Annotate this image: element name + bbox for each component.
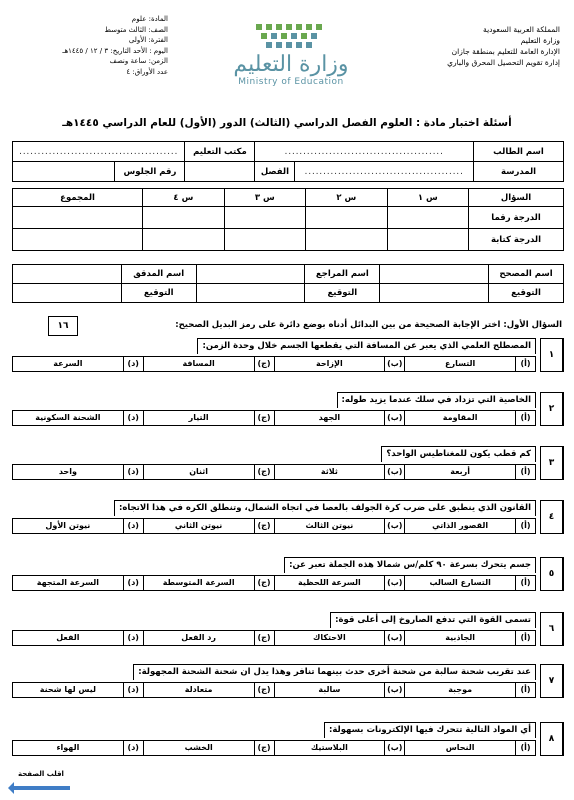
option-text: السرعة المتجهة	[36, 578, 99, 587]
signature-field[interactable]	[196, 284, 305, 303]
option-letter[interactable]: (أ)	[515, 683, 535, 697]
ministry-logo	[206, 20, 376, 110]
reviewer-field[interactable]	[196, 265, 305, 284]
answer-option[interactable]	[143, 411, 274, 425]
option-text: أربعة	[450, 467, 470, 476]
option-letter[interactable]: (ب)	[384, 411, 404, 425]
options-row	[12, 356, 536, 372]
seat-number-label: رقم الجلوس	[115, 162, 185, 182]
answer-option[interactable]	[404, 683, 535, 697]
score-cell[interactable]	[224, 229, 305, 251]
answer-option[interactable]	[143, 357, 274, 371]
score-header: س ٢	[306, 189, 387, 207]
school-field[interactable]: ...........................................	[295, 162, 474, 182]
option-text: الهواء	[56, 743, 80, 752]
question-block	[12, 500, 564, 538]
question-stem: تسمى القوة التي تدفع الصاروخ إلى أعلى قوة:	[330, 612, 536, 628]
score-table	[12, 188, 564, 251]
answer-option[interactable]	[274, 576, 405, 590]
option-text: متعادلة	[184, 685, 213, 694]
score-cell[interactable]	[13, 207, 143, 229]
score-row-label: الدرجة كتابة	[469, 229, 564, 251]
option-letter[interactable]: (أ)	[515, 631, 535, 645]
option-letter[interactable]: (أ)	[515, 465, 535, 479]
question-number: ٣	[540, 446, 564, 480]
question-one-heading: السؤال الأول: اختر الإجابة الصحيحة من بين البدائل أدناه بوضع دائرة على رمز البديل الصحيح:	[175, 320, 562, 330]
options-row	[12, 630, 536, 646]
answer-option[interactable]	[274, 741, 405, 755]
answer-option[interactable]	[274, 683, 405, 697]
corrector-label: اسم المصحح	[489, 265, 564, 284]
header-line: وزارة التعليم	[520, 36, 560, 45]
options-row	[12, 464, 536, 480]
question-block	[12, 557, 564, 595]
option-text: واحد	[58, 467, 77, 476]
option-letter[interactable]: (أ)	[515, 741, 535, 755]
question-number: ٥	[540, 557, 564, 591]
answer-option[interactable]	[143, 683, 274, 697]
option-text: نيوتن الأول	[45, 521, 91, 530]
score-cell[interactable]	[143, 207, 224, 229]
answer-option[interactable]	[404, 357, 535, 371]
question-stem: القانون الذي ينطبق على ضرب كرة الجولف بالعصا في اتجاه الشمال، وتنطلق الكره في هذا الاتجاه:	[114, 500, 536, 516]
option-text: التيار	[188, 413, 209, 422]
answer-option[interactable]	[143, 465, 274, 479]
answer-option[interactable]	[143, 741, 274, 755]
option-text: رد الفعل	[181, 633, 216, 642]
question-block	[12, 664, 564, 702]
question-stem: عند تقريب شحنة سالبة من شحنة أخرى حدث بينهما تنافر وهذا يدل ان شحنة الشحنة المجهولة:	[133, 664, 536, 680]
signature-label: التوقيع	[489, 284, 564, 303]
exam-title: أسئلة اختبار مادة : العلوم الفصل الدراسي (الثالث) الدور (الأول) للعام الدراسي ١٤٤٥هـ	[62, 117, 512, 129]
option-text: التسارع	[445, 359, 476, 368]
options-row	[12, 518, 536, 534]
question-block	[12, 392, 564, 430]
option-letter[interactable]: (ج)	[254, 576, 274, 590]
option-text: ليس لها شحنة	[39, 685, 96, 694]
auditor-label: اسم المدقق	[121, 265, 196, 284]
score-cell[interactable]	[387, 207, 468, 229]
score-cell[interactable]	[143, 229, 224, 251]
question-block	[12, 446, 564, 484]
options-row	[12, 740, 536, 756]
answer-option[interactable]	[404, 741, 535, 755]
answer-option[interactable]	[274, 465, 405, 479]
options-row	[12, 575, 536, 591]
option-text: السرعة اللحظية	[298, 578, 361, 587]
answer-option[interactable]	[143, 631, 274, 645]
auditor-field[interactable]	[13, 265, 122, 284]
answer-option[interactable]	[404, 631, 535, 645]
answer-option[interactable]	[143, 519, 274, 533]
question-stem: جسم يتحرك بسرعة ٩٠ كلم/س شمالا هذه الجملة تعبر عن:	[284, 557, 536, 573]
option-text: الإزاحة	[316, 359, 343, 368]
answer-option[interactable]	[404, 519, 535, 533]
option-text: نيوتن الثاني	[174, 521, 223, 530]
option-text: ثلاثة	[320, 467, 338, 476]
option-letter[interactable]: (ج)	[254, 519, 274, 533]
option-letter[interactable]: (ج)	[254, 741, 274, 755]
edu-office-field[interactable]: ...........................................	[13, 142, 185, 162]
answer-option[interactable]	[13, 576, 143, 590]
option-text: نيوتن الثالث	[305, 521, 354, 530]
question-stem: كم قطب يكون للمغناطيس الواحد؟	[381, 446, 536, 462]
header-line: المملكة العربية السعودية	[483, 25, 560, 34]
option-letter[interactable]: (د)	[123, 411, 143, 425]
option-text: القصور الذاتي	[432, 521, 489, 530]
logo-english-text: Ministry of Education	[238, 77, 344, 87]
question-stem: أي المواد التالية تتحرك فيها الإلكترونات بسهولة:	[324, 722, 536, 738]
option-letter[interactable]: (ب)	[384, 683, 404, 697]
signature-label: التوقيع	[121, 284, 196, 303]
option-text: الجهد	[318, 413, 341, 422]
score-cell[interactable]	[13, 229, 143, 251]
option-letter[interactable]: (د)	[123, 465, 143, 479]
question-one-score-box: ١٦	[48, 316, 78, 336]
option-text: السرعة المتوسطة	[162, 578, 235, 587]
header-line: الزمن: ساعة ونصف	[109, 57, 168, 65]
turn-page-label: اقلب الصفحة	[18, 770, 64, 778]
option-text: سالبة	[318, 685, 341, 694]
option-text: التسارع السالب	[429, 578, 491, 587]
class-field[interactable]	[185, 162, 255, 182]
logo-mark-icon	[246, 20, 336, 52]
score-row-label: الدرجة رقما	[469, 207, 564, 229]
question-number: ٨	[540, 722, 564, 756]
option-letter[interactable]: (ب)	[384, 465, 404, 479]
header-line: المادة: علوم	[131, 15, 168, 23]
header-right	[390, 24, 560, 68]
signature-label: التوقيع	[305, 284, 380, 303]
staff-table	[12, 264, 564, 303]
score-header: س ٣	[224, 189, 305, 207]
score-header: السؤال	[469, 189, 564, 207]
score-cell[interactable]	[387, 229, 468, 251]
option-letter[interactable]: (أ)	[515, 519, 535, 533]
arrow-left-icon	[14, 786, 70, 790]
score-header: س ١	[387, 189, 468, 207]
school-label: المدرسة	[474, 162, 564, 182]
answer-option[interactable]	[13, 465, 143, 479]
logo-arabic-text: وزارة التعليم	[233, 52, 349, 77]
header-left	[18, 14, 168, 77]
answer-option[interactable]	[274, 519, 405, 533]
student-info-table	[12, 141, 564, 182]
option-text: السرعة	[53, 359, 83, 368]
answer-option[interactable]	[404, 465, 535, 479]
header-line: الفترة: الأولى	[128, 36, 168, 44]
option-text: اثنان	[189, 467, 209, 476]
signature-field[interactable]	[13, 284, 122, 303]
class-label: الفصل	[255, 162, 295, 182]
option-letter[interactable]: (ب)	[384, 519, 404, 533]
option-text: الفعل	[56, 633, 80, 642]
option-text: النحاس	[445, 743, 475, 752]
option-letter[interactable]: (ج)	[254, 631, 274, 645]
header-line: الإدارة العامة للتعليم بمنطقة جازان	[451, 47, 560, 56]
option-text: الشحنة السكونية	[35, 413, 101, 422]
option-letter[interactable]: (ج)	[254, 357, 274, 371]
answer-option[interactable]	[13, 411, 143, 425]
question-number: ٧	[540, 664, 564, 698]
answer-option[interactable]	[13, 631, 143, 645]
score-cell[interactable]	[224, 207, 305, 229]
answer-option[interactable]	[13, 519, 143, 533]
answer-option[interactable]	[13, 741, 143, 755]
question-block	[12, 612, 564, 650]
corrector-field[interactable]	[380, 265, 489, 284]
signature-field[interactable]	[380, 284, 489, 303]
answer-option[interactable]	[404, 576, 535, 590]
option-letter[interactable]: (أ)	[515, 411, 535, 425]
option-letter[interactable]: (أ)	[515, 357, 535, 371]
seat-number-field[interactable]	[13, 162, 115, 182]
option-text: الجاذبية	[445, 633, 475, 642]
question-stem: الخاصية التي تزداد في سلك عندما يزيد طوله:	[337, 392, 536, 408]
answer-option[interactable]	[274, 357, 405, 371]
option-letter[interactable]: (ج)	[254, 465, 274, 479]
question-number: ٢	[540, 392, 564, 426]
question-number: ١	[540, 338, 564, 372]
answer-option[interactable]	[274, 411, 405, 425]
options-row	[12, 682, 536, 698]
question-number: ٦	[540, 612, 564, 646]
option-text: موجبة	[448, 685, 473, 694]
header-line: اليوم : الأحد التاريخ: ٣ / ١٢ / ١٤٤٥هـ	[62, 46, 168, 55]
option-text: الخشب	[184, 743, 213, 752]
option-letter[interactable]: (أ)	[515, 576, 535, 590]
score-cell[interactable]	[306, 229, 387, 251]
header-line: عدد الأوراق: ٤	[126, 67, 168, 76]
edu-office-label: مكتب التعليم	[185, 142, 255, 162]
option-letter[interactable]: (د)	[123, 683, 143, 697]
header-line: الصف: الثالث متوسط	[104, 25, 168, 34]
option-text: المقاومة	[442, 413, 478, 422]
option-letter[interactable]: (ج)	[254, 683, 274, 697]
question-stem: المصطلح العلمي الذي يعبر عن المسافة التي يقطعها الجسم خلال وحدة الزمن:	[197, 338, 536, 354]
student-name-label: اسم الطالب	[474, 142, 564, 162]
option-letter[interactable]: (د)	[123, 519, 143, 533]
header-line: إدارة تقويم التحصيل المحرق والباري	[447, 58, 560, 67]
option-letter[interactable]: (د)	[123, 576, 143, 590]
option-letter[interactable]: (ج)	[254, 411, 274, 425]
answer-option[interactable]	[274, 631, 405, 645]
score-cell[interactable]	[306, 207, 387, 229]
score-header: س ٤	[143, 189, 224, 207]
question-block	[12, 338, 564, 376]
reviewer-label: اسم المراجع	[305, 265, 380, 284]
question-block	[12, 722, 564, 760]
option-text: البلاستيك	[310, 743, 348, 752]
answer-option[interactable]	[13, 357, 143, 371]
option-text: المسافة	[182, 359, 215, 368]
score-header: المجموع	[13, 189, 143, 207]
option-letter[interactable]: (د)	[123, 357, 143, 371]
answer-option[interactable]	[13, 683, 143, 697]
option-letter[interactable]: (د)	[123, 741, 143, 755]
student-name-field[interactable]: ...........................................	[255, 142, 474, 162]
question-number: ٤	[540, 500, 564, 534]
option-text: الاحتكاك	[313, 633, 346, 642]
option-letter[interactable]: (ب)	[384, 631, 404, 645]
answer-option[interactable]	[143, 576, 274, 590]
option-letter[interactable]: (ب)	[384, 357, 404, 371]
options-row	[12, 410, 536, 426]
option-letter[interactable]: (ب)	[384, 741, 404, 755]
option-letter[interactable]: (د)	[123, 631, 143, 645]
option-letter[interactable]: (ب)	[384, 576, 404, 590]
answer-option[interactable]	[404, 411, 535, 425]
